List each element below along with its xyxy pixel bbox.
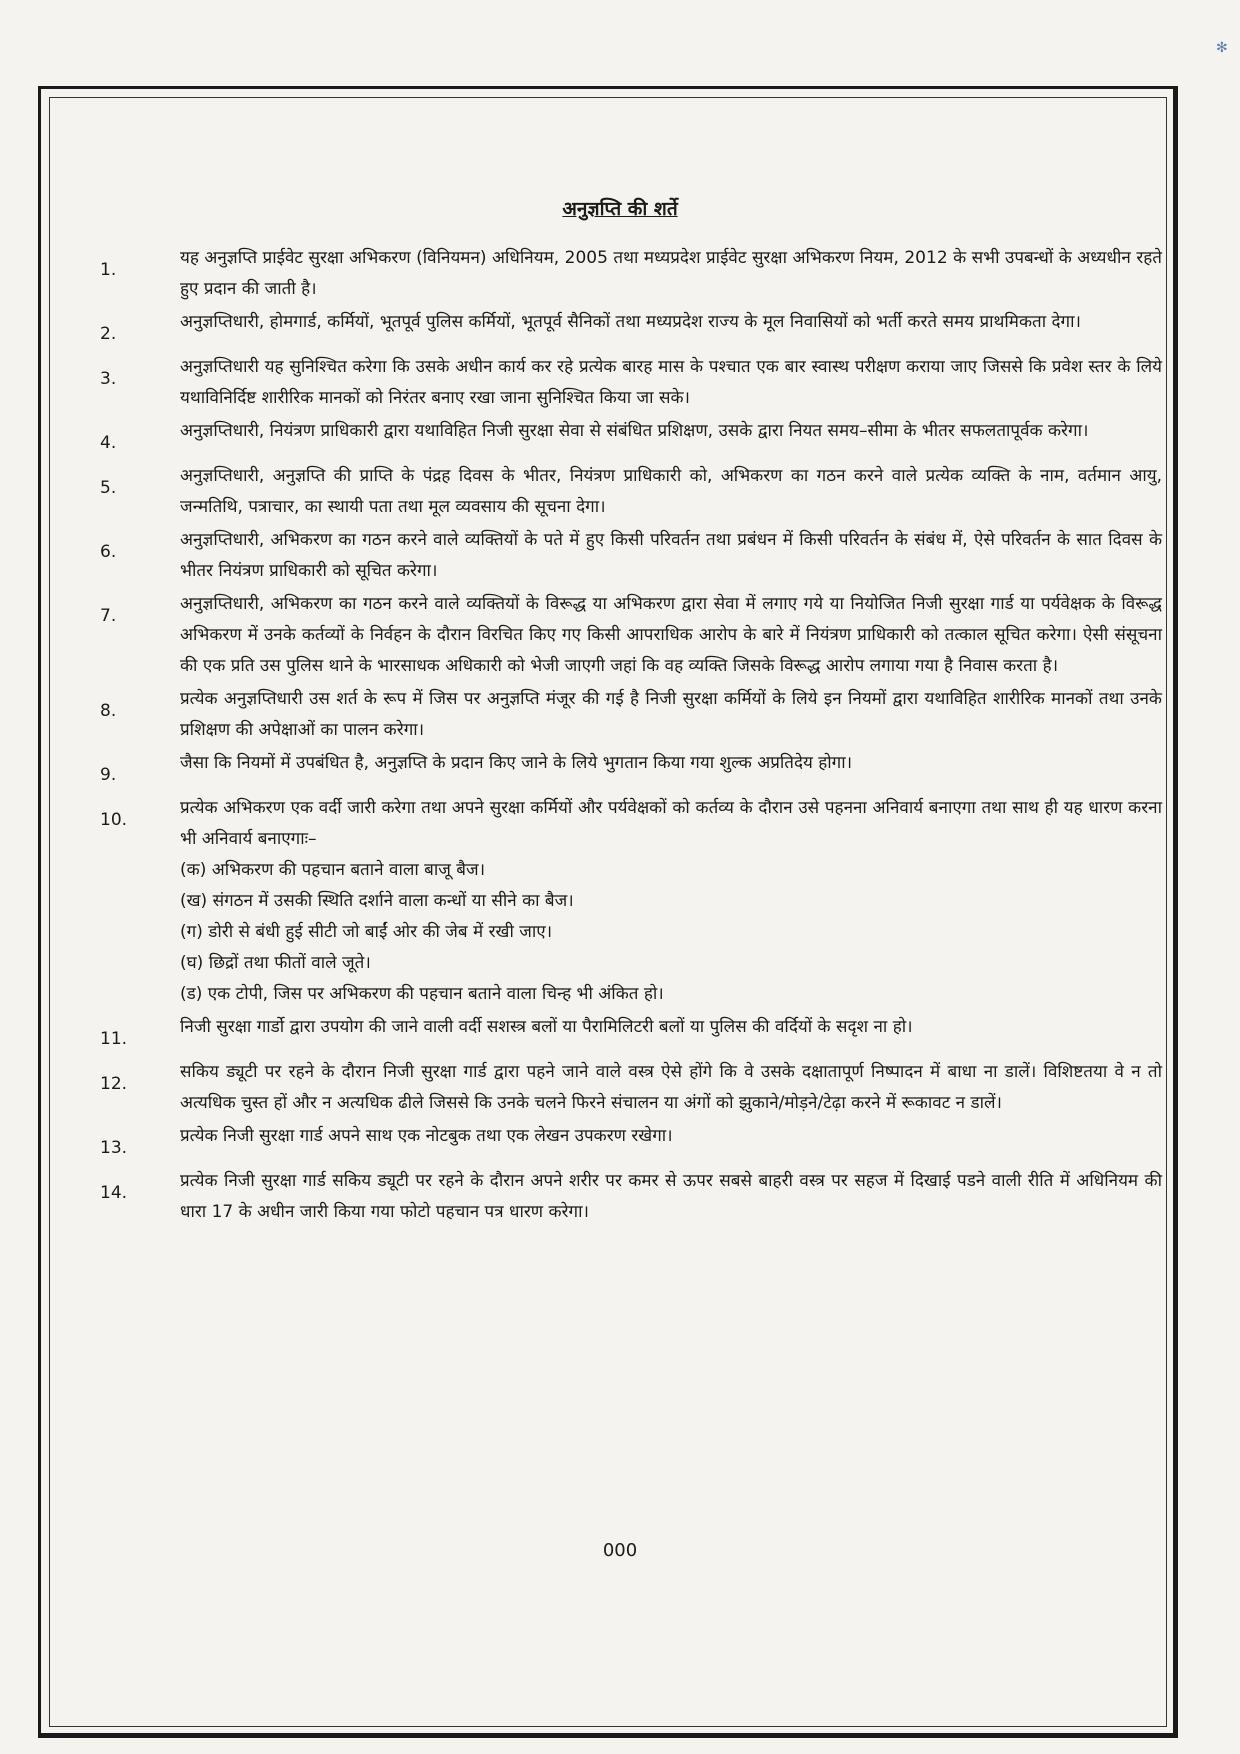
list-item	[100, 1121, 1162, 1164]
list-item	[100, 461, 1162, 523]
item-text: अनुज्ञप्तिधारी यह सुनिश्चित करेगा कि उसके अधीन कार्य कर रहे प्रत्येक बारह मास के पश्चात एक बार स्वास्थ परीक्षण कराया जाए जिससे कि प्रवेश स्तर के लिये यथाविनिर्दिष्ट शारीरिक मानकों को निरंतर बनाए रखा जाना सुनिश्चित किया जा सके।	[180, 357, 1162, 408]
item-text: जैसा कि नियमों में उपबंधित है, अनुज्ञप्ति के प्रदान किए जाने के लिये भुगतान किया गया शुल्क अप्रतिदेय होगा।	[180, 753, 853, 773]
item-text: अनुज्ञप्तिधारी, अनुज्ञप्ति की प्राप्ति के पंद्रह दिवस के भीतर, नियंत्रण प्राधिकारी को, अभिकरण का गठन करने वाले प्रत्येक व्यक्ति के नाम, वर्तमान आयु, जन्मतिथि, पत्राचार, का स्थायी पता तथा मूल व्यवसाय की सूचना देगा।	[180, 466, 1162, 517]
page-number: 000	[602, 1540, 638, 1561]
item-number: 7.	[100, 606, 117, 626]
sub-item: (ड) एक टोपी, जिस पर अभिकरण की पहचान बताने वाला चिन्ह भी अंकित हो।	[180, 984, 664, 1004]
list-item	[100, 1012, 1162, 1055]
page-title-text: अनुज्ञप्ति की शर्ते	[562, 198, 678, 220]
conditions-list	[100, 243, 1162, 1230]
list-item	[100, 684, 1162, 746]
item-number: 4.	[100, 433, 117, 453]
item-text: प्रत्येक अनुज्ञप्तिधारी उस शर्त के रूप में जिस पर अनुज्ञप्ति मंजूर की गई है निजी सुरक्षा कर्मियों के लिये इन नियमों द्वारा यथाविहित शारीरिक मानकों तथा उनके प्रशिक्षण की अपेक्षाओं का पालन करेगा।	[180, 689, 1162, 740]
item-text: प्रत्येक निजी सुरक्षा गार्ड सकिय ड्यूटी पर रहने के दौरान अपने शरीर पर कमर से ऊपर सबसे बाहरी वस्त्र पर सहज में दिखाई पडने वाली रीति में अधिनियम की धारा 17 के अधीन जारी किया गया फोटो पहचान पत्र धारण करेगा।	[180, 1171, 1162, 1222]
list-item	[100, 243, 1162, 305]
item-text: निजी सुरक्षा गार्डो द्वारा उपयोग की जाने वाली वर्दी सशस्त्र बलों या पैरामिलिटरी बलों या पुलिस की वर्दियों के सदृश ना हो।	[180, 1017, 913, 1037]
item-number: 1.	[100, 260, 117, 280]
item-text: अनुज्ञप्तिधारी, नियंत्रण प्राधिकारी द्वारा यथाविहित निजी सुरक्षा सेवा से संबंधित प्रशिक्षण, उसके द्वारा नियत समय–सीमा के भीतर सफलतापूर्वक करेगा।	[180, 421, 1089, 441]
sub-item: (घ) छिद्रों तथा फीतों वाले जूते।	[180, 953, 371, 973]
item-number: 2.	[100, 324, 117, 344]
item-number: 8.	[100, 701, 117, 721]
list-item	[100, 525, 1162, 587]
item-number: 12.	[100, 1074, 128, 1094]
list-item	[100, 793, 1162, 1010]
list-item	[100, 416, 1162, 459]
item-number: 14.	[100, 1183, 128, 1203]
item-number: 5.	[100, 478, 117, 498]
list-item	[100, 1166, 1162, 1228]
item-number: 9.	[100, 765, 117, 785]
item-text: अनुज्ञप्तिधारी, अभिकरण का गठन करने वाले व्यक्तियों के पते में हुए किसी परिवर्तन तथा प्रबंधन में किसी परिवर्तन के संबंध में, ऐसे परिवर्तन के सात दिवस के भीतर नियंत्रण प्राधिकारी को सूचित करेगा।	[180, 530, 1162, 581]
list-item	[100, 1057, 1162, 1119]
item-text-block	[180, 793, 1162, 1010]
list-item	[100, 307, 1162, 350]
list-item	[100, 589, 1162, 682]
list-item	[100, 748, 1162, 791]
ink-mark: ✻	[1216, 40, 1228, 56]
sub-item: (ख) संगठन में उसकी स्थिति दर्शाने वाला कन्धों या सीने का बैज।	[180, 891, 574, 911]
item-text: यह अनुज्ञप्ति प्राईवेट सुरक्षा अभिकरण (विनियमन) अधिनियम, 2005 तथा मध्यप्रदेश प्राईवेट सुरक्षा अभिकरण नियम, 2012 के सभी उपबन्धों के अध्यधीन रहते हुए प्रदान की जाती है।	[180, 248, 1162, 299]
item-number: 11.	[100, 1029, 128, 1049]
sub-item: (क) अभिकरण की पहचान बताने वाला बाजू बैज।	[180, 860, 486, 880]
list-item	[100, 352, 1162, 414]
item-text: सकिय ड्यूटी पर रहने के दौरान निजी सुरक्षा गार्ड द्वारा पहने जाने वाले वस्त्र ऐसे होंगे कि वे उसके दक्षातापूर्ण निष्पादन में बाधा ना डालें। विशिष्टतया वे न तो अत्यधिक चुस्त हों और न अत्यधिक ढीले जिससे कि उनके चलने फिरने संचालन या अंगों को झुकाने/मोड़ने/टेढ़ा करने में रूकावट न डालें।	[180, 1062, 1162, 1113]
page-title	[0, 195, 1240, 221]
item-text: प्रत्येक अभिकरण एक वर्दी जारी करेगा तथा अपने सुरक्षा कर्मियों और पर्यवेक्षकों को कर्तव्य के दौरान उसे पहनना अनिवार्य बनाएगा तथा साथ ही यह धारण करना भी अनिवार्य बनाएगाः–	[180, 798, 1162, 849]
item-text: अनुज्ञप्तिधारी, अभिकरण का गठन करने वाले व्यक्तियों के विरूद्ध या अभिकरण द्वारा सेवा में लगाए गये या नियोजित निजी सुरक्षा गार्ड या पर्यवेक्षक के विरूद्ध अभिकरण में उनके कर्तव्यों के निर्वहन के दौरान विरचित किए गए किसी आपराधिक आरोप के बारे में नियंत्रण प्राधिकारी को तत्काल सूचित करेगा। ऐसी संसूचना की एक प्रति उस पुलिस थाने के भारसाधक अधिकारी को भेजी जाएगी जहां कि वह व्यक्ति जिसके विरूद्ध आरोप लगाया गया है निवास करता है।	[180, 594, 1162, 676]
item-number: 3.	[100, 369, 117, 389]
item-number: 6.	[100, 542, 117, 562]
item-text: अनुज्ञप्तिधारी, होमगार्ड, कर्मियों, भूतपूर्व पुलिस कर्मियों, भूतपूर्व सैनिकों तथा मध्यप्रदेश राज्य के मूल निवासियों को भर्ती करते समय प्राथमिकता देगा।	[180, 312, 1081, 332]
item-number: 10.	[100, 810, 128, 830]
item-text: प्रत्येक निजी सुरक्षा गार्ड अपने साथ एक नोटबुक तथा एक लेखन उपकरण रखेगा।	[180, 1126, 673, 1146]
sub-item: (ग) डोरी से बंधी हुई सीटी जो बाईं ओर की जेब में रखी जाए।	[180, 922, 553, 942]
item-number: 13.	[100, 1138, 128, 1158]
